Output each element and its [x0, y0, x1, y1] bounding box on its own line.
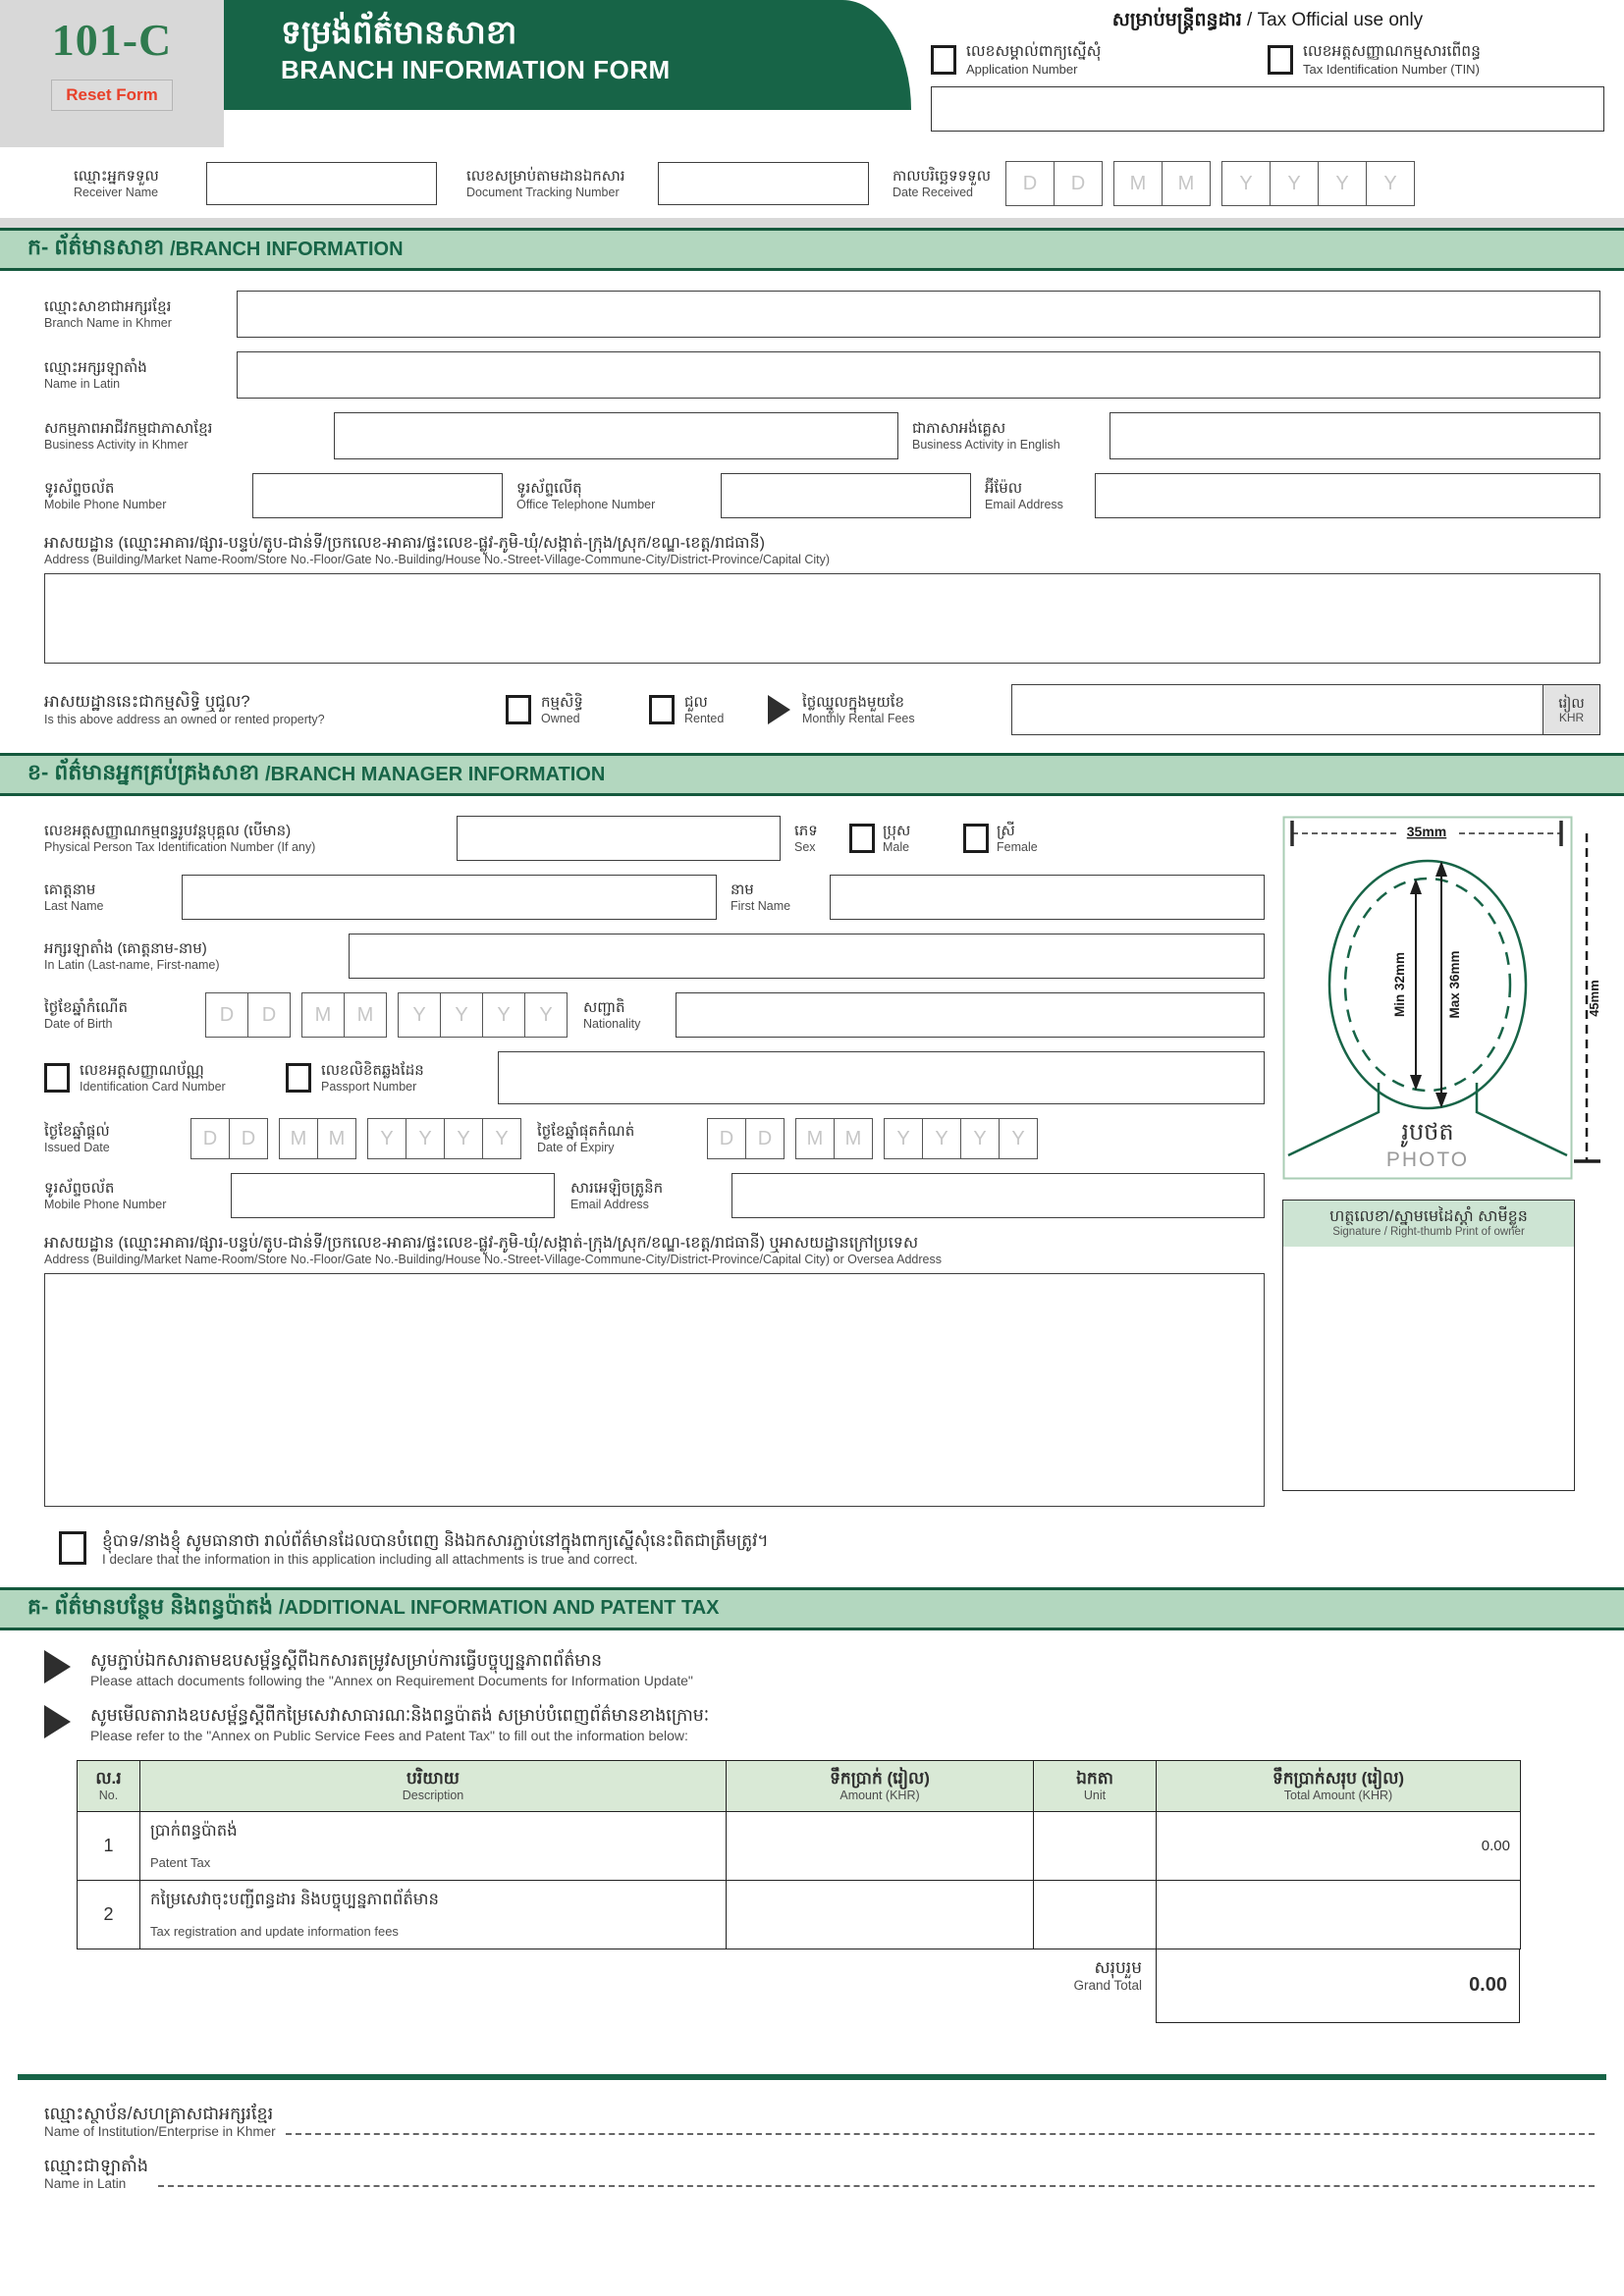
branch-name-latin-label: ឈ្មោះអក្សរឡាតាំង Name in Latin [44, 358, 147, 391]
date-cell[interactable] [999, 1118, 1038, 1159]
branch-name-khmer-input[interactable] [237, 291, 1600, 338]
date-cell[interactable] [190, 1118, 230, 1159]
form-code-panel [0, 0, 224, 147]
nationality-label: សញ្ជាតិ Nationality [583, 998, 641, 1031]
male-checkbox[interactable] [849, 824, 875, 853]
grand-total-row [77, 1949, 1520, 2023]
photo-label-english: PHOTO [1385, 1148, 1470, 1172]
date-cell[interactable] [834, 1118, 873, 1159]
institution-name-fill-line[interactable] [286, 2133, 1595, 2135]
issued-date-label: ថ្ងៃខែឆ្នាំផ្តល់ Issued Date [44, 1122, 110, 1154]
date-cell[interactable] [524, 992, 568, 1038]
date-cell[interactable] [745, 1118, 785, 1159]
photo-guide-illustration [1282, 816, 1600, 1181]
date-cell[interactable] [795, 1118, 835, 1159]
date-cell[interactable] [398, 992, 441, 1038]
date-cell[interactable] [229, 1118, 268, 1159]
monthly-rental-label: ថ្លៃឈ្នួលក្នុងមួយខែ Monthly Rental Fees [802, 693, 915, 725]
divider-strip [0, 218, 1624, 228]
signature-box-header: ហត្ថលេខា/ស្នាមមេដៃស្តាំ សាមីខ្លួន Signature / Right-thumb Print of owner [1283, 1201, 1574, 1247]
form-title-khmer: ទម្រង់ព័ត៌មានសាខា [281, 14, 517, 50]
dob-label: ថ្ងៃខែឆ្នាំកំណើត Date of Birth [44, 998, 128, 1031]
title-banner [224, 0, 911, 110]
tracking-number-input[interactable] [658, 162, 869, 205]
manager-email-input[interactable] [731, 1173, 1265, 1218]
tin-label: លេខអត្តសញ្ញាណកម្មសារពើពន្ធ Tax Identification Number (TIN) [1303, 43, 1481, 77]
arrow-right-icon [44, 1705, 71, 1738]
expiry-date-input[interactable] [708, 1118, 1038, 1159]
signature-box [1282, 1200, 1575, 1491]
id-card-checkbox[interactable] [44, 1063, 70, 1093]
id-or-passport-number-input[interactable] [498, 1051, 1265, 1104]
branch-address-input[interactable] [44, 573, 1600, 664]
date-cell[interactable] [444, 1118, 483, 1159]
row-description: កម្រៃសេវាចុះបញ្ជីពន្ធដារ និងបច្ចុប្បន្នភាពព័ត៌មាន Tax registration and update information fees [140, 1880, 727, 1949]
manager-email-label: សារអេឡិចត្រូនិក Email Address [570, 1179, 664, 1211]
owned-rented-question: អាសយដ្ឋាននេះជាកម្មសិទ្ធិ ឬជួល? Is this above address an owned or rented property? [44, 692, 325, 726]
manager-address-label: អាសយដ្ឋាន (ឈ្មោះអាគារ/ផ្សារ-បន្ទប់/តូប-ជាន់ទី/ច្រកលេខ-អាគារ/ផ្ទះលេខ-ផ្លូវ-ភូមិ-ឃុំ/សង្កាត់-ក្រុង/ស្រុក/ខណ្ឌ-ខេត្ត/រាជធានី) ឬអាសយដ្ឋានក្រៅប្រទេស Address (Building/Market Name-Room/Store No.-Floor/Gate No.-Building/House No.-Street-Village-Commune-City/District-Province/Capital City) or Oversea Address [44, 1235, 942, 1267]
first-name-input[interactable] [830, 875, 1265, 920]
date-cell[interactable] [301, 992, 345, 1038]
date-cell[interactable] [1005, 161, 1055, 206]
date-cell[interactable] [482, 1118, 521, 1159]
row-amount-cell[interactable] [727, 1811, 1034, 1880]
issued-date-input[interactable] [191, 1118, 521, 1159]
institution-name-label: ឈ្មោះស្ថាប័ន/សហគ្រាសជាអក្សរខ្មែរ Name of Institution/Enterprise in Khmer [44, 2103, 276, 2139]
photo-guide-box [1282, 816, 1600, 1186]
branch-email-label: អ៊ីម៉ែល Email Address [985, 479, 1063, 511]
section-a-body [0, 271, 1624, 735]
table-header-row: ល.រ No. បរិយាយ Description ទឹកប្រាក់ (រៀល) Amount (KHR) ឯកតា Unit ទឹកប្រាក់សរុប (រៀល) Total Amount (KHR) [78, 1760, 1521, 1811]
rented-checkbox[interactable] [649, 695, 675, 724]
declaration-checkbox[interactable] [59, 1531, 86, 1565]
person-tin-input[interactable] [457, 816, 781, 861]
office-phone-input[interactable] [721, 473, 971, 518]
female-label: ស្រី Female [997, 822, 1038, 854]
date-cell[interactable] [482, 992, 525, 1038]
owned-label: កម្មសិទ្ធិ Owned [541, 693, 583, 725]
section-b-header: ខ- ព័ត៌មានអ្នកគ្រប់គ្រងសាខា /BRANCH MANAGER INFORMATION [0, 753, 1624, 796]
passport-label: លេខលិខិតឆ្លងដែន Passport Number [321, 1061, 424, 1094]
branch-mobile-input[interactable] [252, 473, 503, 518]
date-cell[interactable] [344, 992, 387, 1038]
photo-label-khmer: រូបថត [1401, 1119, 1454, 1147]
date-cell[interactable] [317, 1118, 356, 1159]
khr-currency-tag: រៀល KHR [1543, 684, 1600, 735]
manager-address-input[interactable] [44, 1273, 1265, 1507]
table-row [78, 1811, 1521, 1880]
passport-checkbox[interactable] [286, 1063, 311, 1093]
male-label: ប្រុស Male [883, 822, 911, 854]
photo-width-dim: 35mm [1406, 824, 1447, 840]
date-received-input[interactable] [1006, 161, 1415, 206]
branch-name-khmer-label: ឈ្មោះសាខាជាអក្សរខ្មែរ Branch Name in Khmer [44, 297, 172, 330]
sex-label: ភេទ Sex [794, 822, 818, 854]
date-cell[interactable] [707, 1118, 746, 1159]
tin-checkbox[interactable] [1268, 45, 1293, 75]
date-cell[interactable] [367, 1118, 406, 1159]
row-unit-cell[interactable] [1034, 1880, 1157, 1949]
branch-name-latin-input[interactable] [237, 351, 1600, 399]
expiry-date-label: ថ្ងៃខែឆ្នាំផុតកំណត់ Date of Expiry [537, 1122, 635, 1154]
row-number: 2 [78, 1880, 140, 1949]
date-cell[interactable] [1221, 161, 1271, 206]
owned-checkbox[interactable] [506, 695, 531, 724]
date-cell[interactable] [247, 992, 291, 1038]
row-amount-cell[interactable] [727, 1880, 1034, 1949]
institution-latin-fill-line[interactable] [158, 2185, 1595, 2187]
application-number-option [931, 43, 1268, 77]
name-latin-label: អក្សរឡាតាំង (គោត្តនាម-នាម) In Latin (Last-name, First-name) [44, 939, 220, 972]
receiver-name-input[interactable] [206, 162, 437, 205]
form-title-english: BRANCH INFORMATION FORM [281, 54, 671, 84]
date-cell[interactable] [1162, 161, 1211, 206]
branch-mobile-label: ទូរស័ព្ទចល័ត Mobile Phone Number [44, 479, 167, 511]
tracking-number-label: លេខសម្រាប់តាមដានឯកសារ Document Tracking Number [466, 167, 625, 199]
date-cell[interactable] [1366, 161, 1415, 206]
arrow-right-icon [44, 1650, 71, 1683]
manager-mobile-input[interactable] [231, 1173, 555, 1218]
business-activity-khmer-input[interactable] [334, 412, 898, 459]
application-number-checkbox[interactable] [931, 45, 956, 75]
row-number: 1 [78, 1811, 140, 1880]
date-cell[interactable] [922, 1118, 961, 1159]
date-received-label: កាលបរិច្ឆេទទទួល Date Received [893, 167, 991, 199]
business-activity-khmer-label: សកម្មភាពអាជីវកម្មជាភាសាខ្មែរ Business Activity in Khmer [44, 419, 213, 452]
date-cell[interactable] [1054, 161, 1103, 206]
rented-label: ជួល Rented [684, 693, 725, 725]
date-cell[interactable] [205, 992, 248, 1038]
female-checkbox[interactable] [963, 824, 989, 853]
official-use-title: សម្រាប់មន្ត្រីពន្ធដារ / Tax Official use only [1111, 10, 1424, 30]
business-activity-english-label: ជាភាសាអង់គ្លេស Business Activity in English [912, 419, 1060, 452]
branch-address-label: អាសយដ្ឋាន (ឈ្មោះអាគារ/ផ្សារ-បន្ទប់/តូប-ជាន់ទី/ច្រកលេខ-អាគារ/ផ្ទះលេខ-ផ្លូវ-ភូមិ-ឃុំ/សង្កាត់-ក្រុង/ស្រុក/ខណ្ឌ-ខេត្ត/រាជធានី) Address (Building/Market Name-Room/Store No.-Floor/Gate No.-Building/House No.-Street-Village-Commune-City/District-Province/Capital City) [44, 535, 831, 567]
receiver-name-label: ឈ្មោះអ្នកទទួល Receiver Name [74, 167, 159, 199]
office-phone-label: ទូរស័ព្ទលើតុ Office Telephone Number [516, 479, 656, 511]
photo-height-dim: 45mm [1587, 980, 1600, 1017]
form-code: 101-C [51, 15, 173, 65]
last-name-label: គោត្តនាម Last Name [44, 881, 104, 913]
patent-tax-table [77, 1760, 1521, 1949]
row-description: ប្រាក់ពន្ធប៉ាតង់ Patent Tax [140, 1811, 727, 1880]
last-name-input[interactable] [182, 875, 717, 920]
manager-mobile-label: ទូរស័ព្ទចល័ត Mobile Phone Number [44, 1179, 167, 1211]
signature-area[interactable] [1283, 1247, 1574, 1490]
date-cell[interactable] [279, 1118, 318, 1159]
section-a-header: ក- ព័ត៌មានសាខា /BRANCH INFORMATION [0, 228, 1624, 271]
note-refer-annex: សូមមើលតារាងឧបសម្ព័ន្ធស្តីពីកម្រៃសេវាសាធារណៈនិងពន្ធប៉ាតង់ សម្រាប់បំពេញព័ត៌មានខាងក្រោមៈ Please refer to the "Annex on Public Service Fees and Patent Tax" to fill out the information below: [44, 1705, 1580, 1744]
official-use-panel [931, 8, 1604, 132]
date-cell[interactable] [406, 1118, 445, 1159]
monthly-rental-input[interactable] [1011, 684, 1543, 735]
declaration-text: ខ្ញុំបាទ/នាងខ្ញុំ សូមធានាថា រាល់ព័ត៌មានដែលបានបំពេញ និងឯកសារភ្ជាប់នៅក្នុងពាក្យស្នើសុំនេះពិតជាត្រឹមត្រូវ។ I declare that the information in this application including all attachments is true and correct. [102, 1531, 769, 1567]
id-card-label: លេខអត្តសញ្ញាណប័ណ្ណ Identification Card Number [80, 1061, 226, 1094]
person-tin-label: លេខអត្តសញ្ញាណកម្មពន្ធរូបវន្តបុគ្គល (បើមាន) Physical Person Tax Identification Number (If any) [44, 822, 316, 854]
section-c-header: គ- ព័ត៌មានបន្ថែម និងពន្ធប៉ាតង់ /ADDITIONAL INFORMATION AND PATENT TAX [0, 1587, 1624, 1630]
date-cell[interactable] [884, 1118, 923, 1159]
footer [0, 2080, 1624, 2192]
note-attach-documents: សូមភ្ជាប់ឯកសារតាមឧបសម្ព័ន្ធស្តីពីឯកសារតម្រូវសម្រាប់ការធ្វើបច្ចុប្បន្នភាពព័ត៌មាន Please attach documents following the "Annex on Requirement Documents for Information Update" [44, 1650, 1580, 1689]
receiver-row [0, 149, 1624, 206]
date-cell[interactable] [960, 1118, 1000, 1159]
form-header [0, 0, 1624, 149]
table-row [78, 1880, 1521, 1949]
first-name-label: នាម First Name [731, 881, 791, 913]
date-cell[interactable] [1113, 161, 1163, 206]
photo-min-dim: Min 32mm [1392, 952, 1407, 1018]
dob-input[interactable] [206, 992, 568, 1038]
grand-total-value: 0.00 [1156, 1949, 1520, 2023]
nationality-input[interactable] [676, 992, 1265, 1038]
arrow-right-icon [768, 695, 790, 724]
official-number-input[interactable] [931, 86, 1604, 132]
branch-email-input[interactable] [1095, 473, 1600, 518]
date-cell[interactable] [440, 992, 483, 1038]
application-number-label: លេខសម្គាល់ពាក្យស្នើសុំ Application Number [966, 43, 1102, 77]
section-c-notes [0, 1630, 1624, 1744]
date-cell[interactable] [1318, 161, 1367, 206]
row-total-cell: 0.00 [1157, 1811, 1521, 1880]
business-activity-english-input[interactable] [1110, 412, 1600, 459]
name-latin-input[interactable] [349, 934, 1265, 979]
date-cell[interactable] [1270, 161, 1319, 206]
reset-form-button[interactable]: Reset Form [51, 80, 173, 111]
photo-max-dim: Max 36mm [1447, 950, 1462, 1019]
institution-latin-label: ឈ្មោះជាឡាតាំង Name in Latin [44, 2156, 148, 2192]
tin-option [1268, 43, 1604, 77]
declaration-row [59, 1531, 1600, 1568]
row-total-cell [1157, 1880, 1521, 1949]
row-unit-cell[interactable] [1034, 1811, 1157, 1880]
grand-total-label: សរុបរួម Grand Total [1073, 1957, 1142, 1994]
section-b-body [0, 796, 1624, 1512]
